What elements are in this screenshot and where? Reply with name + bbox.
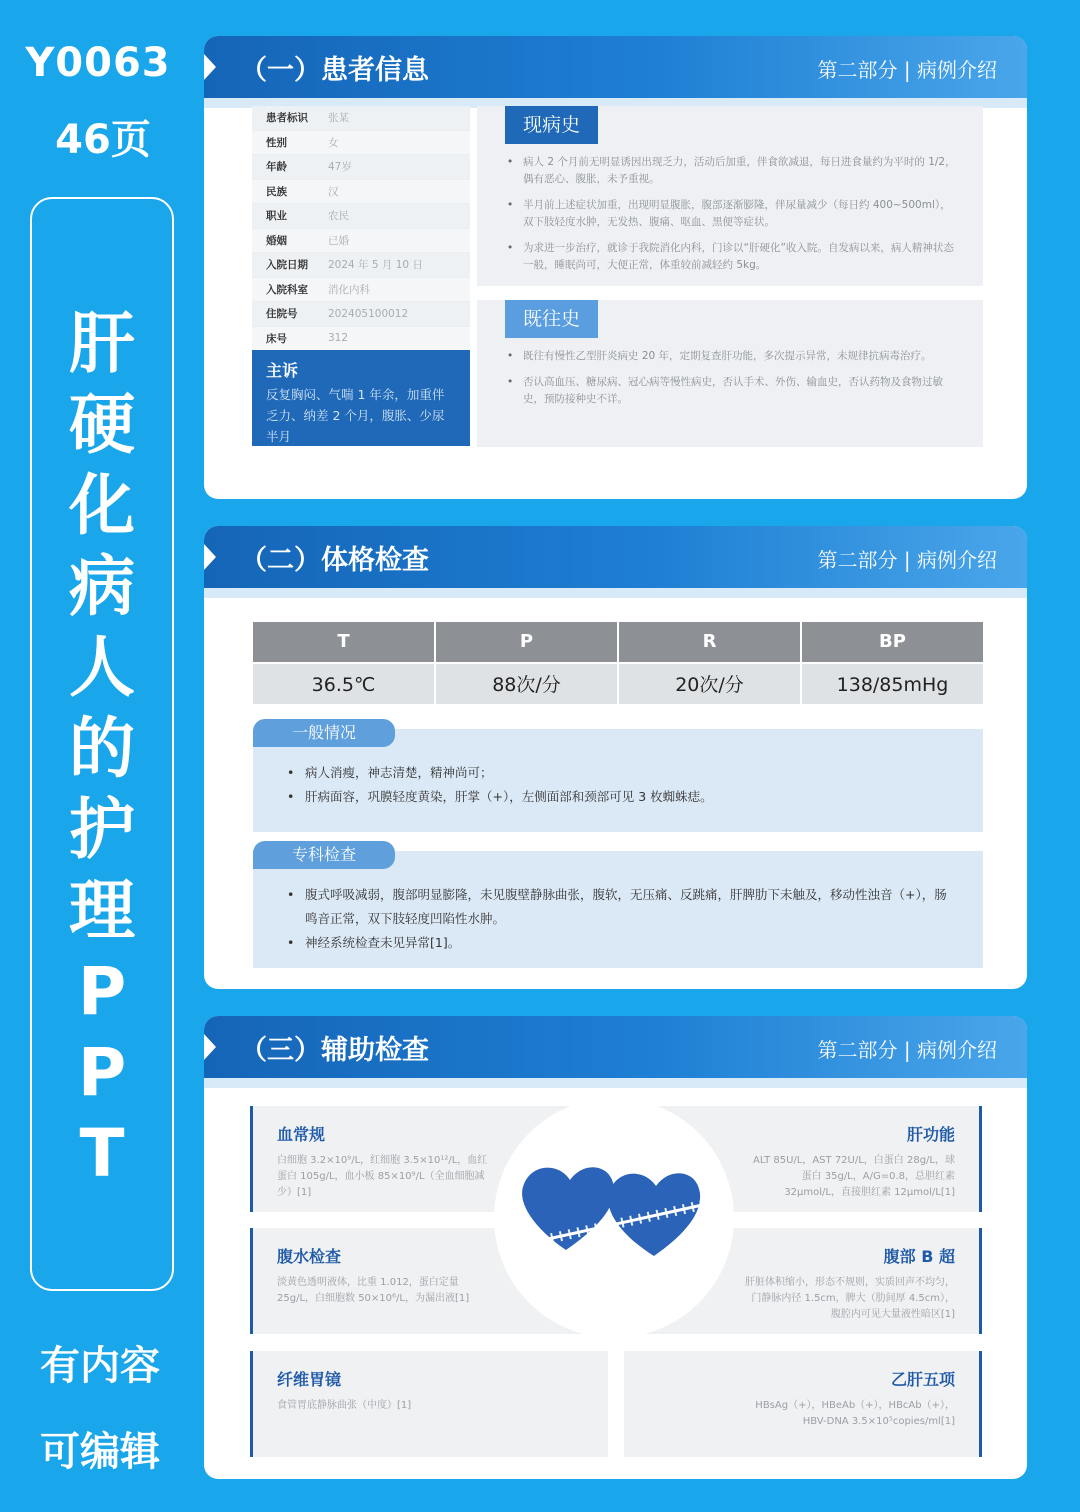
title-char: 肝 (69, 305, 135, 382)
table-row (252, 155, 470, 180)
vitals-value-row (253, 662, 983, 704)
info-key: 入院科室 (266, 283, 308, 296)
table-row (252, 278, 470, 303)
list-item: • 病人 2 个月前无明显诱因出现乏力，活动后加重，伴食欲减退，每日进食量约为平时的 1/2，偶有恶心、腹胀，未予重视。 (507, 154, 961, 188)
vertical-title (32, 303, 172, 1194)
list-item: • 为求进一步治疗，就诊于我院消化内科，门诊以“肝硬化”收入院。自发病以来，病人精神状态一般，睡眠尚可，大便正常，体重较前减轻约 5kg。 (507, 240, 961, 274)
title-char: 的 (69, 710, 135, 787)
lab-gastroscopy (250, 1351, 608, 1457)
info-key: 入院日期 (266, 259, 308, 272)
info-value: 消化内科 (328, 283, 370, 296)
info-value: 312 (328, 332, 349, 345)
past-history-label: 既往史 (505, 300, 598, 338)
title-char: T (79, 1115, 125, 1192)
info-value: 已婚 (328, 234, 349, 247)
patient-info-table (252, 106, 470, 351)
title-char: P (77, 953, 127, 1030)
info-key: 婚姻 (266, 234, 287, 247)
vital-value: 138/85mHg (802, 662, 983, 704)
card-header (204, 36, 1027, 98)
info-key: 性别 (266, 136, 287, 149)
info-key: 民族 (266, 185, 287, 198)
card-subtitle: 第二部分 | 病例介绍 (817, 1038, 997, 1062)
arrow-icon (204, 544, 216, 570)
vital-head: R (619, 622, 802, 662)
title-char: P (77, 1034, 127, 1111)
title-char: 人 (69, 629, 135, 706)
title-char: 化 (69, 467, 135, 544)
chief-text: 反复胸闷、气喘 1 年余，加重伴乏力、纳差 2 个月，腹胀、少尿半月 (266, 387, 445, 444)
special-exam-section (253, 845, 983, 968)
lab-value: 白细胞 3.2×10⁹/L，红细胞 3.5×10¹²/L，血红蛋白 105g/L，血小板 85×10⁹/L（全血细胞减少）[1] (277, 1155, 488, 1198)
info-value: 2024 年 5 月 10 日 (328, 259, 423, 272)
general-condition-section (253, 723, 983, 832)
title-char: 硬 (69, 386, 135, 463)
lab-title: 血常规 (277, 1125, 326, 1144)
center-circle (494, 1098, 734, 1338)
vital-head: T (253, 622, 436, 662)
info-value: 汉 (328, 185, 339, 198)
lab-hepatitis-b (624, 1351, 982, 1457)
info-key: 患者标识 (266, 112, 308, 125)
info-value: 女 (328, 136, 339, 149)
present-history-panel (477, 106, 983, 286)
table-row (252, 253, 470, 278)
info-key: 年龄 (266, 161, 287, 174)
lab-value: HBsAg（+），HBeAb（+），HBcAb（+），HBV-DNA 3.5×10⁵copies/ml[1] (755, 1400, 955, 1427)
lab-title: 肝功能 (906, 1125, 955, 1144)
page-count: 46页 (55, 117, 151, 163)
lab-value: 淡黄色透明液体，比重 1.012，蛋白定量 25g/L，白细胞数 50×10⁶/L，为漏出液[1] (277, 1277, 470, 1304)
template-code: Y0063 (25, 40, 171, 86)
bottom-caption-1: 有内容 (40, 1343, 160, 1389)
table-row (252, 229, 470, 254)
table-row (252, 204, 470, 229)
info-key: 床号 (266, 332, 287, 345)
vital-value: 88次/分 (436, 662, 619, 704)
title-char: 护 (69, 791, 135, 868)
list-item: • 腹式呼吸减弱，腹部明显膨隆，未见腹壁静脉曲张，腹软，无压痛、反跳痛，肝脾肋下未触及，移动性浊音（+），肠鸣音正常，双下肢轻度凹陷性水肿。 (287, 883, 953, 931)
title-char: 理 (69, 872, 135, 949)
lab-title: 乙肝五项 (890, 1370, 955, 1389)
lab-value: 肝脏体积缩小，形态不规则，实质回声不均匀，门静脉内径 1.5cm，脾大（肋间厚 4.5cm），腹腔内可见大量液性暗区[1] (745, 1277, 955, 1320)
title-char: 病 (69, 548, 135, 625)
special-exam-label: 专科检查 (253, 841, 395, 869)
physical-exam-card (204, 526, 1027, 989)
list-item: • 否认高血压、糖尿病、冠心病等慢性病史，否认手术、外伤、输血史，否认药物及食物过敏史，预防接种史不详。 (507, 374, 961, 408)
lab-title: 腹水检查 (277, 1247, 342, 1266)
info-value: 202405100012 (328, 307, 409, 320)
card-subtitle: 第二部分 | 病例介绍 (817, 548, 997, 572)
info-value: 张某 (328, 112, 349, 125)
card-header (204, 526, 1027, 588)
list-item: • 半月前上述症状加重，出现明显腹胀，腹部逐渐膨隆，伴尿量减少（每日约 400~500ml），双下肢轻度水肿，无发热、腹痛、呕血、黑便等症状。 (507, 197, 961, 231)
header-band (204, 588, 1027, 598)
vital-head: P (436, 622, 619, 662)
lab-value: 食管胃底静脉曲张（中度）[1] (277, 1400, 412, 1411)
arrow-icon (204, 54, 216, 80)
card-title: （二）体格检查 (240, 545, 429, 576)
vital-value: 36.5℃ (253, 662, 436, 704)
header-band (204, 1078, 1027, 1088)
vertical-title-box (30, 197, 174, 1291)
list-item: • 既往有慢性乙型肝炎病史 20 年，定期复查肝功能，多次提示异常，未规律抗病毒治疗。 (507, 348, 961, 365)
table-row (252, 180, 470, 205)
table-row (252, 302, 470, 327)
card-title: （三）辅助检查 (240, 1035, 429, 1066)
vitals-header-row (253, 622, 983, 662)
table-row (252, 327, 470, 352)
list-item: • 神经系统检查未见异常[1]。 (287, 931, 953, 955)
lab-title: 腹部 B 超 (883, 1247, 955, 1266)
arrow-icon (204, 1034, 216, 1060)
info-key: 住院号 (266, 308, 298, 321)
card-header (204, 1016, 1027, 1078)
list-item: • 病人消瘦，神志清楚，精神尚可； (287, 761, 953, 785)
vital-head: BP (802, 622, 983, 662)
present-history-label: 现病史 (505, 106, 598, 144)
vital-value: 20次/分 (619, 662, 802, 704)
table-row (252, 106, 470, 131)
info-value: 47岁 (328, 161, 352, 174)
info-value: 农民 (328, 210, 349, 223)
table-row (252, 131, 470, 156)
info-key: 职业 (266, 210, 287, 223)
patient-info-card (204, 36, 1027, 499)
auxiliary-exam-card (204, 1016, 1027, 1479)
vitals-table (253, 622, 983, 704)
general-condition-label: 一般情况 (253, 719, 395, 747)
lab-value: ALT 85U/L，AST 72U/L，白蛋白 28g/L，球蛋白 35g/L，A/G=0.8，总胆红素 32μmol/L，直接胆红素 12μmol/L[1] (753, 1155, 955, 1198)
card-subtitle: 第二部分 | 病例介绍 (817, 58, 997, 82)
past-history-panel (477, 300, 983, 447)
list-item: • 肝病面容，巩膜轻度黄染，肝掌（+），左侧面部和颈部可见 3 枚蜘蛛痣。 (287, 785, 953, 809)
lab-title: 纤维胃镜 (277, 1370, 342, 1389)
stitched-hearts-icon (494, 1098, 734, 1338)
chief-complaint (252, 350, 470, 446)
card-title: （一）患者信息 (240, 55, 429, 86)
bottom-caption-2: 可编辑 (40, 1429, 160, 1475)
chief-label: 主诉 (266, 361, 299, 380)
